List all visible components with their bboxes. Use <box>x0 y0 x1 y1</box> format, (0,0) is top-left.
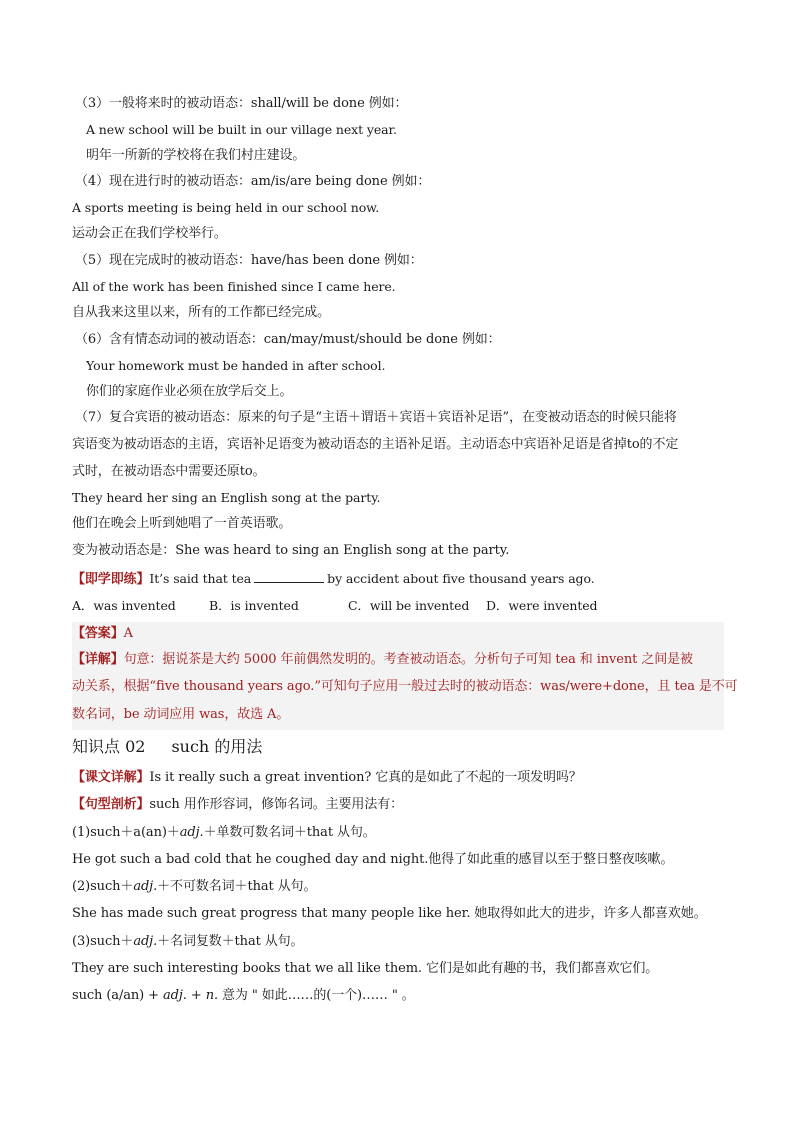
rule-part: + <box>186 988 206 1003</box>
detail-text: 句意：据说茶是大约 5000 年前偶然发明的。考查被动语态。分析句子可知 tea 和 invent 之间是被 <box>123 652 693 667</box>
rule-adj: adj. <box>162 988 187 1003</box>
pattern-tag: 【句型剖析】 <box>72 797 150 812</box>
usage-summary <box>72 987 415 1005</box>
lesson-tag: 【课文详解】 <box>72 770 150 785</box>
rule-adj: adj. <box>133 879 158 894</box>
example-en: Your homework must be handed in after school. <box>86 358 386 373</box>
example-cn: 明年一所新的学校将在我们村庄建设。 <box>86 148 306 163</box>
pattern-analysis <box>72 796 403 814</box>
section-heading <box>72 736 262 758</box>
detail-text-cont: 动关系，根据“five thousand years ago.”可知句子应用一般过去时的被动语态：was/were+done，且 tea 是不可 <box>72 679 738 694</box>
usage-rule-2 <box>72 878 316 896</box>
example-en: They heard her sing an English song at the party. <box>72 490 381 505</box>
answer-value: A <box>123 626 133 641</box>
rule-part: ＋单数可数名词＋that 从句。 <box>203 825 376 840</box>
rule-modal-passive: （6）含有情态动词的被动语态：can/may/must/should be done 例如： <box>75 332 501 347</box>
answer-blank[interactable] <box>254 569 324 583</box>
exercise-text-after: by accident about five thousand years ago. <box>327 571 595 586</box>
example-passive: 变为被动语态是：She was heard to sing an English song at the party. <box>72 543 510 558</box>
rule-complex-object-cont: 式时，在被动语态中需要还原to。 <box>72 464 266 479</box>
usage-example-3: They are such interesting books that we all like them. 它们是如此有趣的书，我们都喜欢它们。 <box>72 961 659 976</box>
detail-line <box>72 651 693 669</box>
answer-tag: 【答案】 <box>72 626 124 641</box>
example-cn: 自从我来这里以来，所有的工作都已经完成。 <box>72 305 331 320</box>
rule-part: (2)such＋ <box>72 879 134 894</box>
pattern-text: such 用作形容词，修饰名词。主要用法有： <box>149 797 404 812</box>
rule-part: 意为 " 如此……的(一个)…… " 。 <box>218 988 415 1003</box>
exercise-question <box>72 569 595 589</box>
example-en: A sports meeting is being held in our school now. <box>72 200 380 215</box>
option-d[interactable]: D．were invented <box>486 598 598 613</box>
rule-adj: adj. <box>179 825 204 840</box>
example-cn: 运动会正在我们学校举行。 <box>72 226 227 241</box>
usage-example-1: He got such a bad cold that he coughed day and night.他得了如此重的感冒以至于整日整夜咳嗽。 <box>72 852 674 867</box>
usage-rule-3 <box>72 933 303 951</box>
answer-box <box>72 622 738 730</box>
exercise-options <box>72 597 724 615</box>
exercise-tag: 【即学即练】 <box>72 572 150 587</box>
lesson-explain <box>72 769 582 787</box>
example-en: A new school will be built in our village next year. <box>86 122 397 137</box>
example-cn: 你们的家庭作业必须在放学后交上。 <box>86 384 293 399</box>
rule-part: such (a/an) + <box>72 988 163 1003</box>
rule-complex-object-cont: 宾语变为被动语态的主语，宾语补足语变为被动语态的主语补足语。主动语态中宾语补足语是省掉to的不定 <box>72 437 679 452</box>
rule-complex-object: （7）复合宾语的被动语态：原来的句子是“主语＋谓语＋宾语＋宾语补足语”，在变被动语态的时候只能将 <box>75 410 677 425</box>
rule-part: (3)such＋ <box>72 934 134 949</box>
option-c[interactable]: C．will be invented <box>348 598 470 613</box>
section-title: such 的用法 <box>171 737 263 756</box>
usage-example-2: She has made such great progress that many people like her. 她取得如此大的进步，许多人都喜欢她。 <box>72 906 707 921</box>
rule-part: ＋不可数名词＋that 从句。 <box>157 879 317 894</box>
rule-progressive-passive: （4）现在进行时的被动语态：am/is/are being done 例如： <box>75 174 431 189</box>
option-a[interactable]: A．was invented <box>72 598 176 613</box>
exercise-text-before: It’s said that tea <box>149 571 252 586</box>
rule-part: ＋名词复数＋that 从句。 <box>157 934 304 949</box>
rule-noun: n. <box>205 988 218 1003</box>
rule-adj: adj. <box>133 934 158 949</box>
example-cn: 他们在晚会上听到她唱了一首英语歌。 <box>72 516 292 531</box>
detail-text-cont: 数名词，be 动词应用 was，故选 A。 <box>72 707 290 722</box>
usage-rule-1 <box>72 824 376 842</box>
rule-perfect-passive: （5）现在完成时的被动语态：have/has been done 例如： <box>75 253 423 268</box>
option-b[interactable]: B．is invented <box>209 598 299 613</box>
lesson-text: Is it really such a great invention? 它真的是如此了不起的一项发明吗？ <box>149 770 582 785</box>
rule-part: (1)such＋a(an)＋ <box>72 825 180 840</box>
example-en: All of the work has been finished since I came here. <box>72 279 396 294</box>
detail-tag: 【详解】 <box>72 652 124 667</box>
section-number: 知识点 02 <box>72 737 146 756</box>
answer-line <box>72 625 133 643</box>
rule-future-passive: （3）一般将来时的被动语态：shall/will be done 例如： <box>75 96 408 111</box>
